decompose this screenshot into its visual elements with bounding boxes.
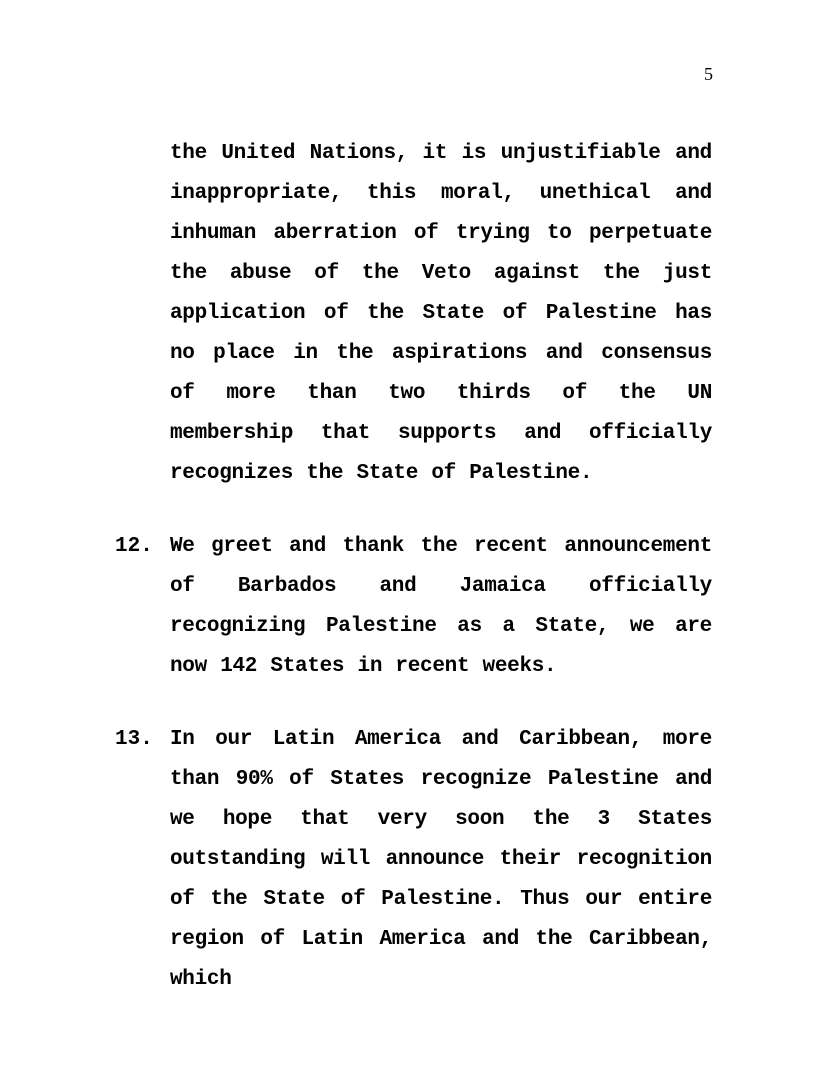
paragraph-number bbox=[115, 134, 170, 494]
page-number: 5 bbox=[704, 64, 713, 84]
paragraph bbox=[115, 527, 712, 687]
paragraph-text: We greet and thank the recent announcement of Barbados and Jamaica officially recognizing Palestine as a State, we are now 142 States in recent weeks. bbox=[170, 535, 712, 678]
paragraph-text: In our Latin America and Caribbean, more than 90% of States recognize Palestine and we hope that very soon the 3 States outstanding will announce their recognition of the State of Palestine. Thus our entire region of Latin America and the Caribbean, which bbox=[170, 728, 712, 991]
paragraph-number: 12. bbox=[115, 535, 153, 558]
paragraph-text: the United Nations, it is unjustifiable and inappropriate, this moral, unethical and inhuman aberration of trying to perpetuate the abuse of the Veto against the just application of the State of Palestine has no place in the aspirations and consensus of more than two thirds of the UN membership that supports and officially recognizes the State of Palestine. bbox=[170, 142, 712, 485]
paragraph bbox=[115, 720, 712, 1000]
paragraph-number: 13. bbox=[115, 728, 153, 751]
document-body bbox=[115, 134, 712, 1000]
paragraph bbox=[115, 134, 712, 494]
